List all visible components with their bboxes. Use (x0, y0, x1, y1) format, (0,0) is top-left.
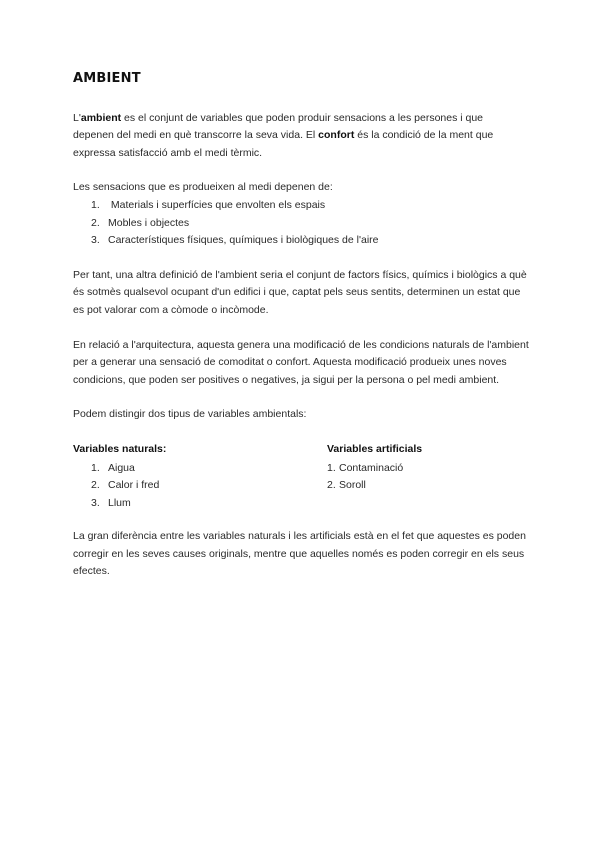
list-item-number: 2. (327, 479, 336, 492)
list-item (73, 232, 533, 250)
variables-columns (73, 441, 533, 512)
page-title: AMBIENT (73, 71, 141, 86)
list-item-text: Materials i superfícies que envolten els espais (108, 198, 326, 211)
intro-line-3: expressa satisfacció amb el medi tèrmic. (73, 146, 263, 159)
architecture-paragraph: En relació a l'arquitectura, aquesta genera una modificació de les condicions naturals de l'ambient per a generar una sensació de comoditat o confort. Aquesta modificació produeix unes noves condicions, que poden ser positives o negatives, ja sigui per la persona o pel medi ambient. (73, 338, 529, 386)
list-item-text: Característiques físiques, químiques i biològiques de l'aire (108, 234, 379, 247)
list-item-number: 1. (91, 198, 100, 211)
difference-paragraph: La gran diferència entre les variables naturals i les artificials està en el fet que aquestes es poden corregir en les seves causes originals, mentre que aquelles només es poden corregir en els seus efectes. (73, 530, 526, 578)
list-item (327, 477, 527, 495)
list-item-number: 2. (91, 479, 100, 492)
artificial-variables-heading: Variables artificials (327, 442, 423, 455)
list-item-text: Llum (108, 496, 131, 509)
term-ambient: ambient (80, 111, 122, 124)
list-item (73, 197, 533, 215)
intro-line-1 (73, 110, 533, 128)
sensations-list (73, 197, 533, 250)
list-item-text: Calor i fred (108, 479, 160, 492)
variable-types-paragraph: Podem distingir dos tipus de variables ambientals: (73, 408, 307, 421)
definition-paragraph: Per tant, una altra definició de l'ambient seria el conjunt de factors físics, químics i biològics a què és sotmès qualsevol ocupant d'un edifici i que, captat pels seus sentits, determinen un estat que es pot valorar com a còmode o incòmode. (73, 268, 527, 316)
document-page (73, 70, 533, 598)
list-item-text: Soroll (339, 479, 366, 492)
sensations-lead: Les sensacions que es produeixen al medi depenen de: (73, 181, 333, 194)
list-item-text: Aigua (108, 461, 135, 474)
natural-variables (73, 441, 327, 512)
natural-variables-heading: Variables naturals: (73, 442, 167, 455)
list-item-number: 1. (327, 461, 336, 474)
list-item-number: 3. (91, 234, 100, 247)
intro-paragraph (73, 110, 533, 163)
list-item (73, 477, 327, 495)
list-item (73, 460, 327, 478)
intro-line-2-post: és la condició de la ment que (354, 129, 494, 142)
intro-line-1-post: es el conjunt de variables que poden produir sensacions a les persones i que (121, 111, 484, 124)
list-item (73, 495, 327, 513)
list-item-text: Mobles i objectes (108, 216, 190, 229)
natural-variables-list (73, 460, 327, 513)
list-item-text: Contaminació (339, 461, 404, 474)
list-item (327, 460, 527, 478)
list-item-number: 2. (91, 216, 100, 229)
artificial-variables-list (327, 460, 527, 495)
intro-line-2-pre: depenen del medi en què transcorre la seva vida. El (73, 129, 319, 142)
list-item-number: 3. (91, 496, 100, 509)
artificial-variables (327, 441, 527, 512)
intro-line-1-pre: L' (73, 111, 81, 124)
term-confort: confort (318, 129, 355, 142)
list-item (73, 215, 533, 233)
intro-line-2 (73, 127, 533, 145)
list-item-number: 1. (91, 461, 100, 474)
